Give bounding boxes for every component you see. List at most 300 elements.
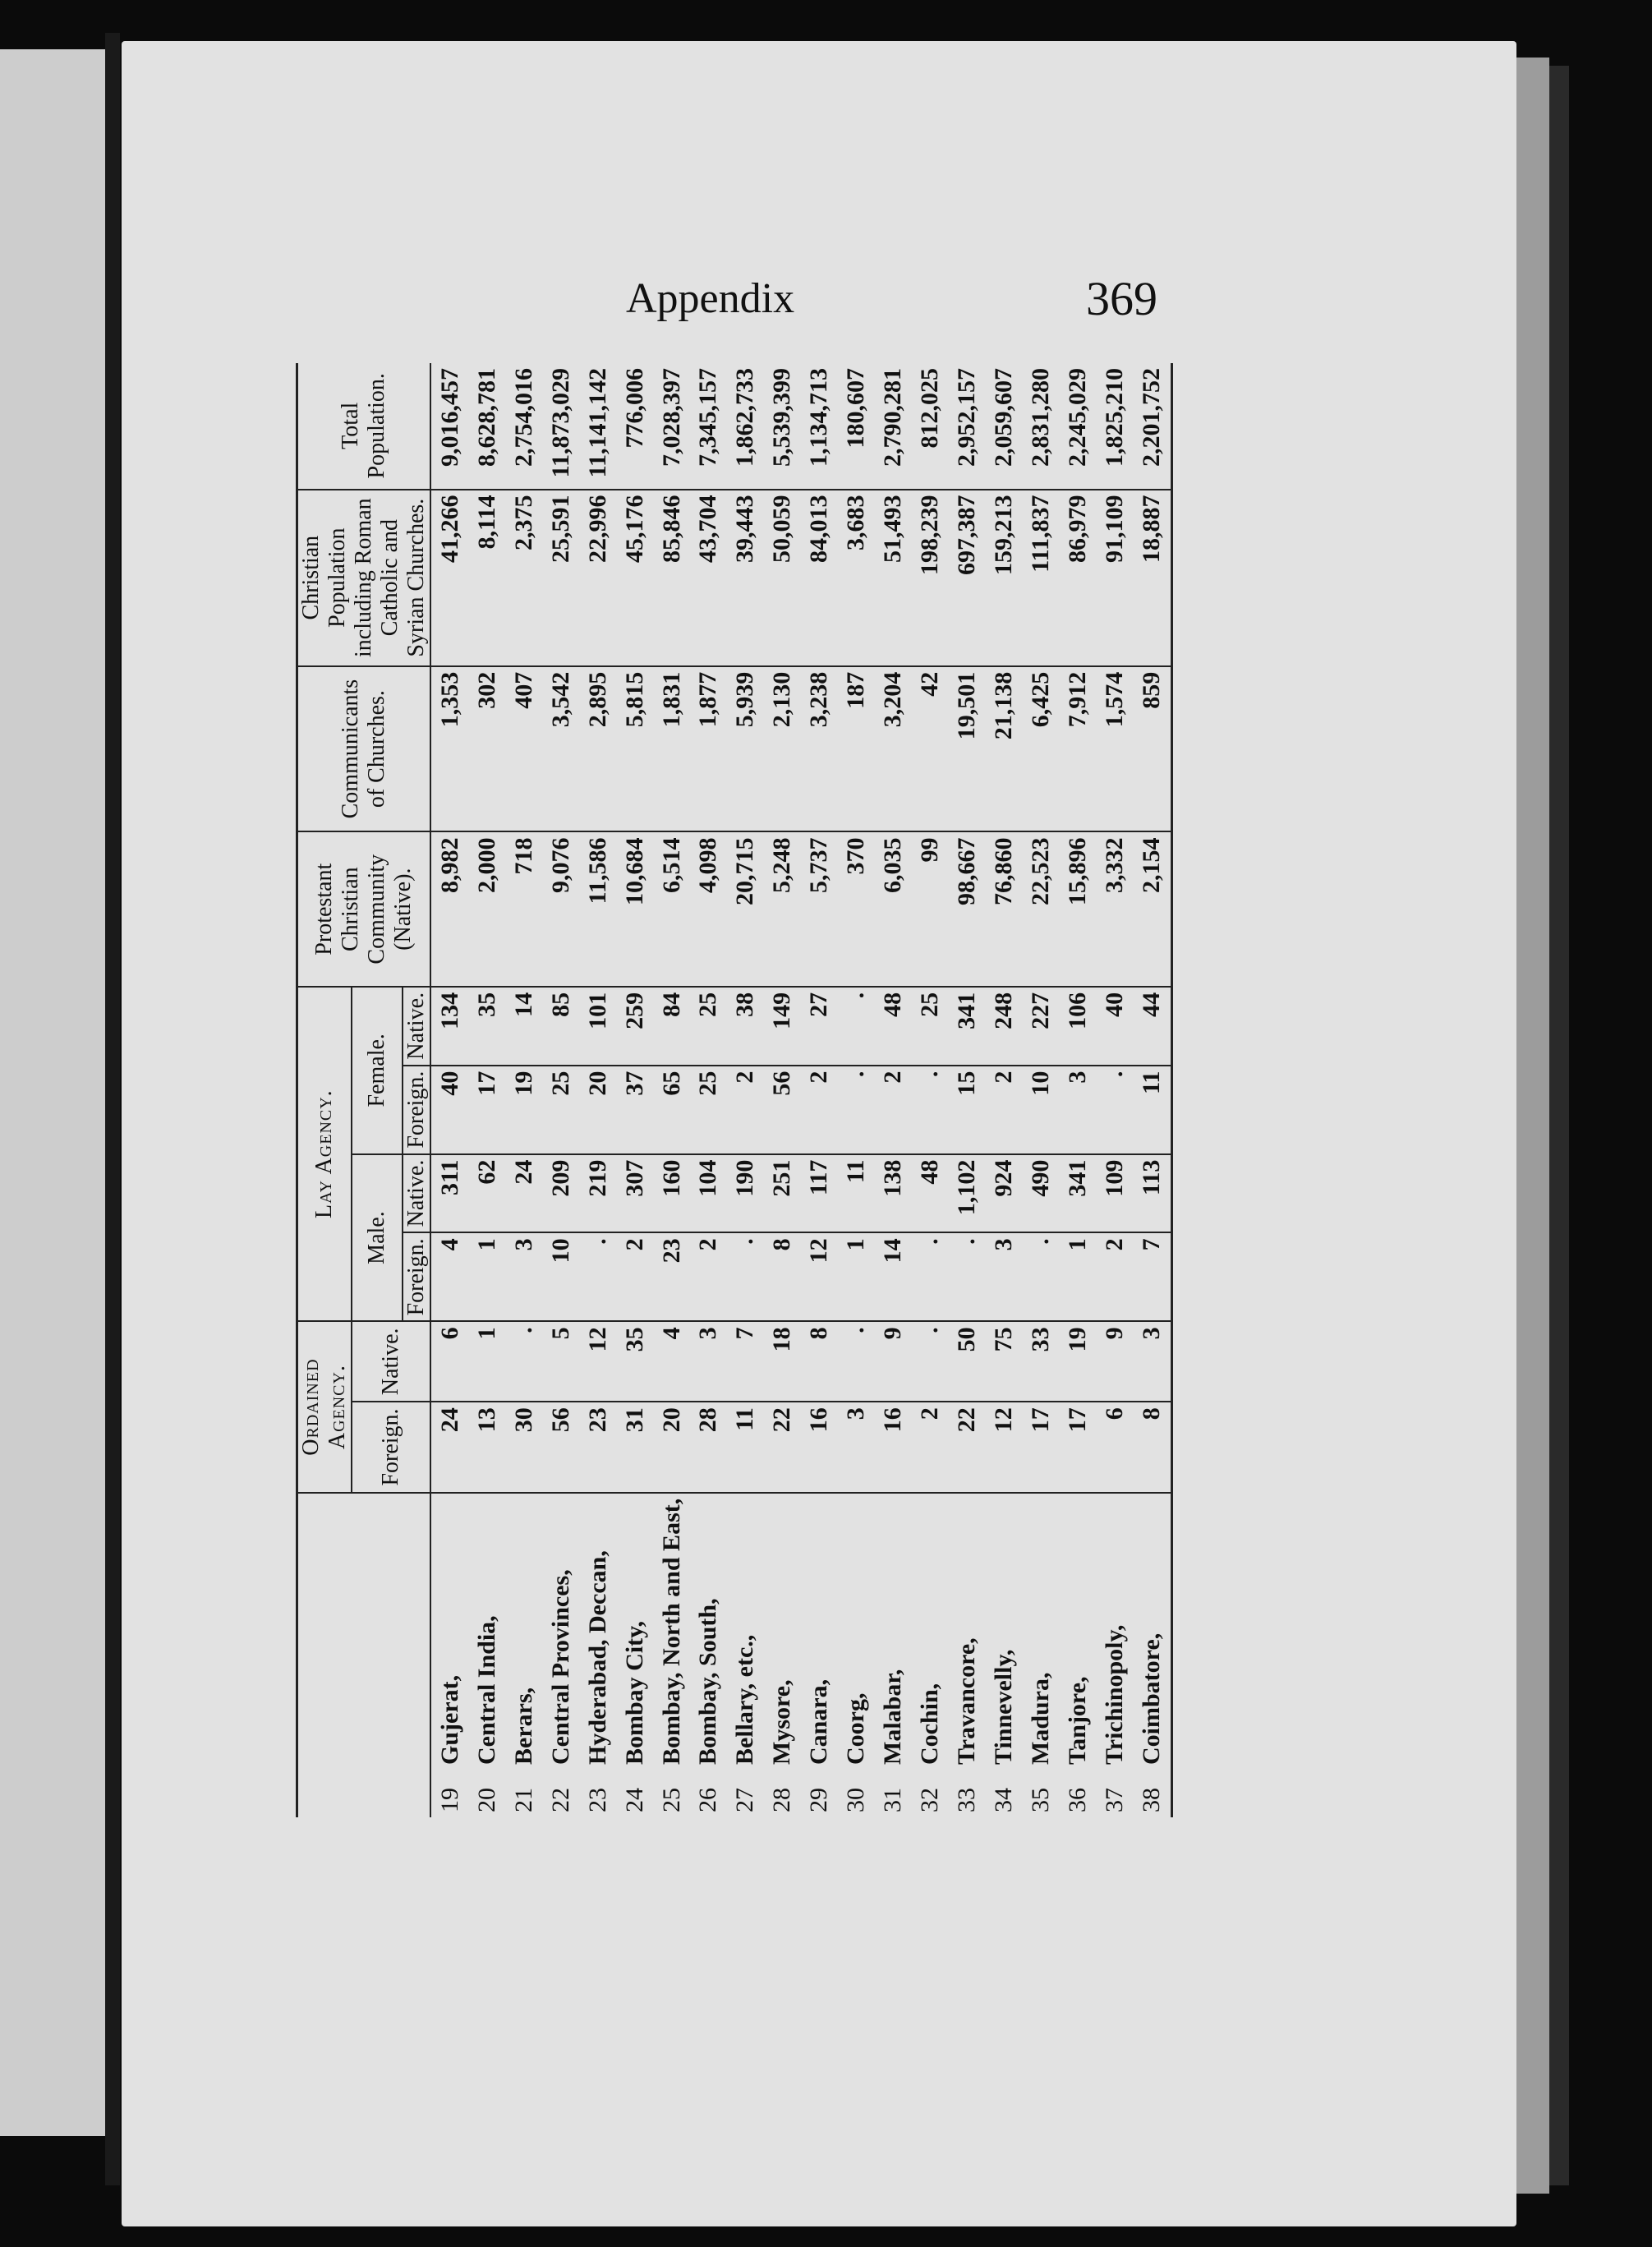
ordained-native-cell: .	[912, 1321, 949, 1402]
lay-female-foreign-cell: 2	[875, 1066, 912, 1154]
province-name: Coorg,	[842, 1692, 870, 1765]
total-population-cell: 2,754,016	[505, 363, 542, 490]
lay-female-foreign-cell: 15	[949, 1066, 986, 1154]
table-row	[579, 363, 616, 1817]
province-name: Bombay City,	[620, 1620, 648, 1765]
lay-male-foreign-cell: .	[912, 1232, 949, 1321]
province-name: Bombay, South,	[694, 1598, 722, 1765]
ordained-native-cell: 4	[653, 1321, 690, 1402]
row-number: 21	[509, 1788, 537, 1812]
ordained-foreign-cell: 22	[764, 1402, 801, 1493]
christian-population-cell: 111,837	[1023, 490, 1060, 666]
lay-male-foreign-cell: 1	[468, 1232, 505, 1321]
ordained-native-cell: 75	[986, 1321, 1023, 1402]
province-name: Berars,	[509, 1687, 537, 1765]
protestant-community-cell: 11,586	[579, 831, 616, 986]
communicants-cell: 2,895	[579, 666, 616, 832]
christian-population-cell: 2,375	[505, 490, 542, 666]
lay-male-native-cell: 341	[1060, 1154, 1097, 1233]
lay-male-native-cell: 62	[468, 1154, 505, 1233]
ordained-native-cell: 12	[579, 1321, 616, 1402]
lay-female-native-cell: 134	[430, 987, 468, 1066]
communicants-cell: 1,353	[430, 666, 468, 832]
province-name: Malabar,	[879, 1669, 907, 1765]
province-name: Coimbatore,	[1138, 1632, 1166, 1765]
christian-population-cell: 18,887	[1133, 490, 1171, 666]
lay-female-foreign-header: Foreign.	[403, 1066, 430, 1154]
ordained-native-cell: 3	[1133, 1321, 1171, 1402]
row-number: 33	[953, 1788, 981, 1812]
row-number: 20	[472, 1788, 500, 1812]
protestant-community-cell: 2,154	[1133, 831, 1171, 986]
lay-female-native-cell: 248	[986, 987, 1023, 1066]
province-cell	[468, 1493, 505, 1770]
table-row	[1096, 363, 1133, 1817]
lay-male-foreign-header: Foreign.	[403, 1232, 430, 1321]
christian-population-cell: 43,704	[690, 490, 727, 666]
statistics-table-rotated	[296, 363, 1166, 1817]
protestant-community-cell: 6,035	[875, 831, 912, 986]
ordained-foreign-cell: 3	[838, 1402, 875, 1493]
protestant-community-cell: 370	[838, 831, 875, 986]
lay-female-native-cell: 84	[653, 987, 690, 1066]
christian-population-cell: 39,443	[727, 490, 764, 666]
total-population-cell: 812,025	[912, 363, 949, 490]
ordained-native-header: Native.	[352, 1321, 430, 1402]
table-row	[430, 363, 468, 1817]
lay-female-native-header: Native.	[403, 987, 430, 1066]
province-cell	[690, 1493, 727, 1770]
total-population-header: Total Population.	[297, 363, 431, 490]
ordained-foreign-cell: 22	[949, 1402, 986, 1493]
lay-female-native-cell: 14	[505, 987, 542, 1066]
row-number: 23	[583, 1788, 611, 1812]
christian-population-cell: 50,059	[764, 490, 801, 666]
total-population-cell: 2,952,157	[949, 363, 986, 490]
total-population-cell: 9,016,457	[430, 363, 468, 490]
protestant-community-cell: 76,860	[986, 831, 1023, 986]
ordained-native-cell: .	[838, 1321, 875, 1402]
row-number: 29	[805, 1788, 833, 1812]
lay-female-foreign-cell: 65	[653, 1066, 690, 1154]
province-cell	[653, 1493, 690, 1770]
province-name: Bellary, etc.,	[731, 1634, 759, 1765]
lay-female-native-cell: 48	[875, 987, 912, 1066]
ordained-foreign-cell: 31	[616, 1402, 653, 1493]
table-row	[542, 363, 579, 1817]
ordained-native-cell: 9	[875, 1321, 912, 1402]
ordained-foreign-cell: 16	[875, 1402, 912, 1493]
province-cell	[1133, 1493, 1171, 1770]
province-cell	[1023, 1493, 1060, 1770]
lay-female-foreign-cell: 2	[986, 1066, 1023, 1154]
christian-population-cell: 84,013	[801, 490, 838, 666]
ordained-foreign-cell: 20	[653, 1402, 690, 1493]
total-population-cell: 2,790,281	[875, 363, 912, 490]
lay-male-foreign-cell: 4	[430, 1232, 468, 1321]
province-name: Bombay, North and East,	[657, 1498, 685, 1765]
total-population-cell: 2,831,280	[1023, 363, 1060, 490]
lay-female-native-cell: 35	[468, 987, 505, 1066]
table-body	[430, 363, 1172, 1817]
ordained-agency-header: Ordained Agency.	[297, 1321, 352, 1492]
row-number: 32	[916, 1788, 944, 1812]
table-row	[764, 363, 801, 1817]
christian-population-cell: 8,114	[468, 490, 505, 666]
christian-population-cell: 198,239	[912, 490, 949, 666]
total-population-cell: 7,345,157	[690, 363, 727, 490]
total-population-cell: 7,028,397	[653, 363, 690, 490]
ordained-foreign-header: Foreign.	[352, 1402, 430, 1493]
lay-female-foreign-cell: .	[1096, 1066, 1133, 1154]
lay-female-native-cell: 27	[801, 987, 838, 1066]
province-cell	[838, 1493, 875, 1770]
lay-female-foreign-cell: 19	[505, 1066, 542, 1154]
lay-male-native-cell: 1,102	[949, 1154, 986, 1233]
lay-male-native-cell: 160	[653, 1154, 690, 1233]
lay-female-foreign-cell: 2	[801, 1066, 838, 1154]
statistics-table	[296, 363, 1173, 1817]
row-number: 38	[1138, 1788, 1166, 1812]
communicants-cell: 3,542	[542, 666, 579, 832]
christian-population-cell: 41,266	[430, 490, 468, 666]
lay-female-foreign-cell: 2	[727, 1066, 764, 1154]
lay-male-foreign-cell: 2	[690, 1232, 727, 1321]
lay-female-native-cell: 149	[764, 987, 801, 1066]
row-number: 24	[620, 1788, 648, 1812]
lay-female-foreign-cell: 10	[1023, 1066, 1060, 1154]
lay-female-foreign-cell: .	[912, 1066, 949, 1154]
ordained-native-cell: .	[505, 1321, 542, 1402]
table-row	[986, 363, 1023, 1817]
row-number: 34	[990, 1788, 1018, 1812]
lay-female-native-cell: 25	[912, 987, 949, 1066]
lay-male-native-cell: 307	[616, 1154, 653, 1233]
row-number: 19	[435, 1788, 463, 1812]
lay-male-foreign-cell: .	[949, 1232, 986, 1321]
lay-female-foreign-cell: 11	[1133, 1066, 1171, 1154]
communicants-cell: 3,238	[801, 666, 838, 832]
table-row	[875, 363, 912, 1817]
province-name: Travancore,	[953, 1637, 981, 1765]
table-row	[727, 363, 764, 1817]
lay-male-native-cell: 251	[764, 1154, 801, 1233]
book-cover-edge	[1549, 66, 1569, 2185]
lay-male-foreign-cell: 10	[542, 1232, 579, 1321]
lay-female-foreign-cell: 3	[1060, 1066, 1097, 1154]
province-name: Central India,	[472, 1615, 500, 1765]
communicants-cell: 302	[468, 666, 505, 832]
lay-male-foreign-cell: 12	[801, 1232, 838, 1321]
lay-female-native-cell: 85	[542, 987, 579, 1066]
lay-male-foreign-cell: 7	[1133, 1232, 1171, 1321]
province-name: Trichinopoly,	[1100, 1624, 1128, 1765]
lay-male-native-cell: 311	[430, 1154, 468, 1233]
ordained-native-cell: 1	[468, 1321, 505, 1402]
province-cell	[875, 1493, 912, 1770]
row-number: 26	[694, 1788, 722, 1812]
protestant-community-cell: 10,684	[616, 831, 653, 986]
lay-agency-header: Lay Agency.	[297, 987, 352, 1322]
protestant-community-cell: 22,523	[1023, 831, 1060, 986]
table-row	[505, 363, 542, 1817]
protestant-community-cell: 718	[505, 831, 542, 986]
lay-male-native-cell: 117	[801, 1154, 838, 1233]
lay-male-foreign-cell: 14	[875, 1232, 912, 1321]
province-name: Mysore,	[768, 1679, 796, 1765]
province-name: Canara,	[805, 1678, 833, 1765]
lay-female-foreign-cell: 25	[542, 1066, 579, 1154]
lay-female-foreign-cell: 17	[468, 1066, 505, 1154]
row-number: 35	[1027, 1788, 1055, 1812]
table-row	[690, 363, 727, 1817]
christian-population-cell: 86,979	[1060, 490, 1097, 666]
lay-male-foreign-cell: 1	[838, 1232, 875, 1321]
lay-male-native-cell: 113	[1133, 1154, 1171, 1233]
ordained-native-cell: 19	[1060, 1321, 1097, 1402]
lay-male-native-cell: 11	[838, 1154, 875, 1233]
total-population-cell: 2,201,752	[1133, 363, 1171, 490]
province-name: Central Provinces,	[546, 1569, 574, 1765]
ordained-native-cell: 9	[1096, 1321, 1133, 1402]
lay-male-foreign-cell: 8	[764, 1232, 801, 1321]
christian-population-cell: 697,387	[949, 490, 986, 666]
table-row	[801, 363, 838, 1817]
total-population-cell: 1,862,733	[727, 363, 764, 490]
lay-female-native-cell: 227	[1023, 987, 1060, 1066]
province-cell	[1060, 1493, 1097, 1770]
page-number: 369	[1086, 272, 1157, 325]
province-cell	[949, 1493, 986, 1770]
province-name: Tinnevelly,	[990, 1649, 1018, 1765]
table-row	[949, 363, 986, 1817]
communicants-cell: 859	[1133, 666, 1171, 832]
communicants-cell: 42	[912, 666, 949, 832]
province-cell	[986, 1493, 1023, 1770]
christian-population-cell: 45,176	[616, 490, 653, 666]
lay-female-foreign-cell: .	[838, 1066, 875, 1154]
communicants-cell: 187	[838, 666, 875, 832]
lay-female-foreign-cell: 20	[579, 1066, 616, 1154]
table-row	[838, 363, 875, 1817]
province-name: Tanjore,	[1064, 1676, 1091, 1765]
total-population-cell: 180,607	[838, 363, 875, 490]
row-label-header	[297, 1493, 431, 1817]
total-population-cell: 2,245,029	[1060, 363, 1097, 490]
lay-female-native-cell: 40	[1096, 987, 1133, 1066]
row-number: 37	[1100, 1788, 1128, 1812]
female-header: Female.	[352, 987, 403, 1154]
protestant-community-cell: 4,098	[690, 831, 727, 986]
lay-male-native-cell: 209	[542, 1154, 579, 1233]
protestant-community-cell: 5,737	[801, 831, 838, 986]
book-gutter	[105, 33, 120, 2185]
christian-population-header: Christian Population including Roman Catholic and Syrian Churches.	[297, 490, 431, 666]
christian-population-cell: 22,996	[579, 490, 616, 666]
table-row	[616, 363, 653, 1817]
lay-female-native-cell: 341	[949, 987, 986, 1066]
lay-male-foreign-cell: 3	[505, 1232, 542, 1321]
protestant-community-cell: 98,667	[949, 831, 986, 986]
total-population-cell: 1,825,210	[1096, 363, 1133, 490]
table-row	[653, 363, 690, 1817]
province-cell	[801, 1493, 838, 1770]
lay-female-native-cell: 259	[616, 987, 653, 1066]
lay-male-native-cell: 190	[727, 1154, 764, 1233]
ordained-foreign-cell: 17	[1060, 1402, 1097, 1493]
protestant-community-cell: 15,896	[1060, 831, 1097, 986]
row-number: 30	[842, 1788, 870, 1812]
total-population-cell: 1,134,713	[801, 363, 838, 490]
male-header: Male.	[352, 1154, 403, 1322]
row-number: 28	[768, 1788, 796, 1812]
province-name: Hyderabad, Deccan,	[583, 1550, 611, 1765]
communicants-cell: 1,831	[653, 666, 690, 832]
total-population-cell: 8,628,781	[468, 363, 505, 490]
lay-male-native-header: Native.	[403, 1154, 430, 1233]
protestant-community-cell: 2,000	[468, 831, 505, 986]
previous-page-sliver	[0, 49, 105, 2136]
protestant-community-cell: 6,514	[653, 831, 690, 986]
lay-male-native-cell: 924	[986, 1154, 1023, 1233]
row-number: 22	[546, 1788, 574, 1812]
total-population-cell: 5,539,399	[764, 363, 801, 490]
communicants-cell: 7,912	[1060, 666, 1097, 832]
protestant-community-cell: 9,076	[542, 831, 579, 986]
lay-male-native-cell: 109	[1096, 1154, 1133, 1233]
lay-male-foreign-cell: 2	[1096, 1232, 1133, 1321]
ordained-native-cell: 33	[1023, 1321, 1060, 1402]
communicants-cell: 5,815	[616, 666, 653, 832]
lay-male-native-cell: 48	[912, 1154, 949, 1233]
province-name: Cochin,	[916, 1683, 944, 1765]
table-row	[912, 363, 949, 1817]
communicants-cell: 1,574	[1096, 666, 1133, 832]
table-row	[1023, 363, 1060, 1817]
christian-population-cell: 25,591	[542, 490, 579, 666]
ordained-foreign-cell: 13	[468, 1402, 505, 1493]
ordained-foreign-cell: 24	[430, 1402, 468, 1493]
communicants-cell: 6,425	[1023, 666, 1060, 832]
lay-female-native-cell: 101	[579, 987, 616, 1066]
lay-male-foreign-cell: 23	[653, 1232, 690, 1321]
row-number: 31	[879, 1788, 907, 1812]
lay-female-foreign-cell: 37	[616, 1066, 653, 1154]
table-row	[1133, 363, 1171, 1817]
lay-female-native-cell: 44	[1133, 987, 1171, 1066]
ordained-foreign-cell: 11	[727, 1402, 764, 1493]
lay-male-native-cell: 24	[505, 1154, 542, 1233]
total-population-cell: 776,006	[616, 363, 653, 490]
christian-population-cell: 3,683	[838, 490, 875, 666]
page-edge	[1516, 58, 1549, 2194]
ordained-native-cell: 3	[690, 1321, 727, 1402]
ordained-native-cell: 7	[727, 1321, 764, 1402]
protestant-community-cell: 5,248	[764, 831, 801, 986]
lay-female-native-cell: 38	[727, 987, 764, 1066]
ordained-foreign-cell: 23	[579, 1402, 616, 1493]
lay-female-native-cell: .	[838, 987, 875, 1066]
lay-male-foreign-cell: .	[1023, 1232, 1060, 1321]
province-cell	[727, 1493, 764, 1770]
ordained-foreign-cell: 2	[912, 1402, 949, 1493]
ordained-native-cell: 8	[801, 1321, 838, 1402]
ordained-foreign-cell: 30	[505, 1402, 542, 1493]
christian-population-cell: 91,109	[1096, 490, 1133, 666]
lay-male-native-cell: 104	[690, 1154, 727, 1233]
ordained-native-cell: 35	[616, 1321, 653, 1402]
lay-female-native-cell: 25	[690, 987, 727, 1066]
protestant-community-cell: 99	[912, 831, 949, 986]
province-cell	[764, 1493, 801, 1770]
protestant-community-cell: 3,332	[1096, 831, 1133, 986]
province-cell	[505, 1493, 542, 1770]
communicants-cell: 1,877	[690, 666, 727, 832]
province-cell	[1096, 1493, 1133, 1770]
total-population-cell: 11,873,029	[542, 363, 579, 490]
running-head: Appendix	[626, 275, 795, 322]
total-population-cell: 11,141,142	[579, 363, 616, 490]
ordained-foreign-cell: 6	[1096, 1402, 1133, 1493]
ordained-foreign-cell: 17	[1023, 1402, 1060, 1493]
province-cell	[579, 1493, 616, 1770]
ordained-native-cell: 18	[764, 1321, 801, 1402]
ordained-foreign-cell: 56	[542, 1402, 579, 1493]
lay-male-foreign-cell: 2	[616, 1232, 653, 1321]
lay-male-foreign-cell: 1	[1060, 1232, 1097, 1321]
ordained-foreign-cell: 16	[801, 1402, 838, 1493]
lay-male-native-cell: 219	[579, 1154, 616, 1233]
lay-male-native-cell: 138	[875, 1154, 912, 1233]
ordained-foreign-cell: 8	[1133, 1402, 1171, 1493]
lay-female-foreign-cell: 40	[430, 1066, 468, 1154]
lay-male-foreign-cell: .	[579, 1232, 616, 1321]
lay-male-native-cell: 490	[1023, 1154, 1060, 1233]
communicants-header: Communicants of Churches.	[297, 666, 431, 832]
ordained-foreign-cell: 12	[986, 1402, 1023, 1493]
communicants-cell: 19,501	[949, 666, 986, 832]
province-name: Gujerat,	[435, 1674, 463, 1765]
province-name: Madura,	[1027, 1672, 1055, 1765]
protestant-community-header: Protestant Christian Community (Native).	[297, 831, 431, 986]
lay-female-foreign-cell: 25	[690, 1066, 727, 1154]
ordained-native-cell: 6	[430, 1321, 468, 1402]
province-cell	[542, 1493, 579, 1770]
protestant-community-cell: 20,715	[727, 831, 764, 986]
province-cell	[912, 1493, 949, 1770]
lay-female-native-cell: 106	[1060, 987, 1097, 1066]
lay-male-foreign-cell: .	[727, 1232, 764, 1321]
lay-male-foreign-cell: 3	[986, 1232, 1023, 1321]
table-row	[1060, 363, 1097, 1817]
table-row	[468, 363, 505, 1817]
communicants-cell: 21,138	[986, 666, 1023, 832]
ordained-native-cell: 50	[949, 1321, 986, 1402]
protestant-community-cell: 8,982	[430, 831, 468, 986]
ordained-native-cell: 5	[542, 1321, 579, 1402]
christian-population-cell: 159,213	[986, 490, 1023, 666]
communicants-cell: 2,130	[764, 666, 801, 832]
lay-female-foreign-cell: 56	[764, 1066, 801, 1154]
province-cell	[430, 1493, 468, 1770]
communicants-cell: 3,204	[875, 666, 912, 832]
province-cell	[616, 1493, 653, 1770]
row-number: 27	[731, 1788, 759, 1812]
communicants-cell: 5,939	[727, 666, 764, 832]
row-number: 36	[1064, 1788, 1091, 1812]
christian-population-cell: 51,493	[875, 490, 912, 666]
communicants-cell: 407	[505, 666, 542, 832]
